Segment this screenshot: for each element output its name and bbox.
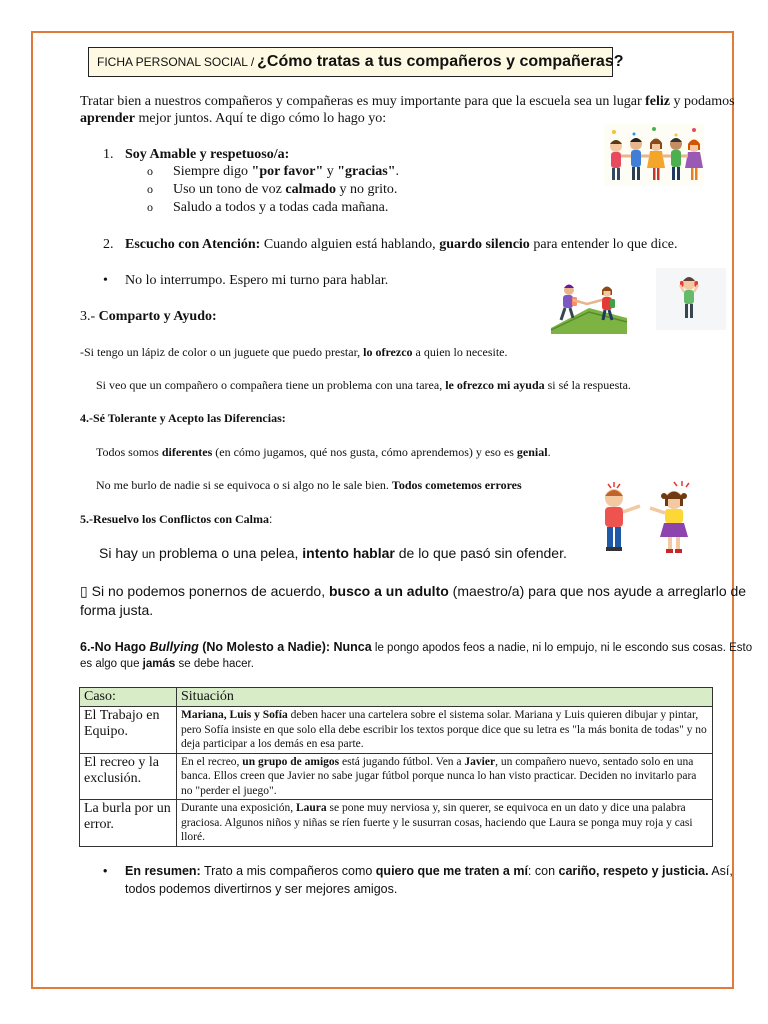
bullet-no-interrumpo: • No lo interrumpo. Espero mi turno para hablar. xyxy=(103,273,389,288)
table-row xyxy=(80,707,713,754)
item-4-title: 4.-Sé Tolerante y Acepto las Diferencias: xyxy=(80,411,286,425)
item-3-title: 3.- Comparto y Ayudo: xyxy=(80,309,217,324)
table-header-row xyxy=(80,688,713,707)
item-1-sub-2: o Uso un tono de voz calmado y no grito. xyxy=(147,182,398,197)
kids-arguing-illustration xyxy=(594,478,702,562)
item-3-line-2: Si veo que un compañero o compañera tiene un problema con una tarea, le ofrezco mi ayuda si sé la respuesta. xyxy=(96,378,631,392)
table-cell-situation: Durante una exposición, Laura se pone muy nerviosa y, sin querer, se equivoca en un dato y dice una palabra graciosa. Algunos niños y niñas se ríen fuerte y le susurran cosas, haciendo que Laura se ponga muy roja y casi lloré. xyxy=(177,800,713,847)
item-1-sub-3: o Saludo a todos y a todas cada mañana. xyxy=(147,200,389,215)
cases-table xyxy=(79,687,713,847)
kids-helping-climb-illustration xyxy=(549,278,629,334)
item-1-sub-1: o Siempre digo "por favor" y "gracias". xyxy=(147,164,400,179)
title-prefix: FICHA PERSONAL SOCIAL / xyxy=(97,55,255,69)
item-3-line-1: -Si tengo un lápiz de color o un juguete que puedo prestar, lo ofrezco a quien lo necesite. xyxy=(80,345,508,359)
children-holding-hands-illustration xyxy=(604,124,704,186)
table-row xyxy=(80,800,713,847)
missing-glyph-icon: ▯ xyxy=(80,583,88,599)
table-row xyxy=(80,753,713,800)
table-cell-case: El recreo y la exclusión. xyxy=(80,753,177,800)
intro-paragraph: Tratar bien a nuestros compañeros y compañeras es muy importante para que la escuela sea un lugar feliz y podamos aprender mejor juntos. Aquí te digo cómo lo hago yo: xyxy=(80,94,735,126)
item-4-line-1: Todos somos diferentes (en cómo jugamos, qué nos gusta, cómo aprendemos) y eso es genial. xyxy=(96,445,551,459)
item-2: 2. Escucho con Atención: Cuando alguien está hablando, guardo silencio para entender lo que dice. xyxy=(103,237,678,252)
child-covering-ears-illustration xyxy=(656,268,726,330)
item-5-title: 5.-Resuelvo los Conflictos con Calma: xyxy=(80,512,273,526)
item-5-line-2: ▯ Si no podemos ponernos de acuerdo, busco a un adulto (maestro/a) para que nos ayude a arreglarlo de forma justa. xyxy=(80,583,747,618)
title-main: ¿Cómo tratas a tus compañeros y compañeras? xyxy=(257,53,624,70)
item-5-line-1: Si hay un problema o una pelea, intento hablar de lo que pasó sin ofender. xyxy=(99,545,567,561)
item-4-line-2: No me burlo de nadie si se equivoca o si algo no le sale bien. Todos cometemos errores xyxy=(96,478,522,492)
item-1-title: 1. Soy Amable y respetuoso/a: xyxy=(103,147,290,162)
table-cell-case: El Trabajo en Equipo. xyxy=(80,707,177,754)
summary-paragraph: • En resumen: Trato a mis compañeros como quiero que me traten a mí: con cariño, respeto y justicia. Así, todos podemos divertirnos y ser mejores amigos. xyxy=(103,864,733,896)
table-cell-situation: Mariana, Luis y Sofía deben hacer una cartelera sobre el sistema solar. Mariana y Luis quieren dibujar y pintar, pero Sofía insiste en que solo ella debe escribir los textos porque dice que su letra es "la más bonita de todas" y no deja participar a los demás en esa parte. xyxy=(177,707,713,754)
table-header-situation: Situación xyxy=(177,688,713,707)
table-cell-situation: En el recreo, un grupo de amigos está jugando fútbol. Ven a Javier, un compañero nuevo, sentado solo en una banca. Ellos creen que Javier no sabe jugar fútbol porque nunca lo han visto practicar. Deciden no invitarlo para no "perder el juego". xyxy=(177,753,713,800)
table-cell-case: La burla por un error. xyxy=(80,800,177,847)
item-6-paragraph: 6.-No Hago Bullying (No Molesto a Nadie): Nunca le pongo apodos feos a nadie, ni lo empujo, ni le escondo sus cosas. Esto es algo que jamás se debe hacer. xyxy=(80,640,753,670)
page-title xyxy=(88,47,624,77)
table-header-case: Caso: xyxy=(80,688,177,707)
